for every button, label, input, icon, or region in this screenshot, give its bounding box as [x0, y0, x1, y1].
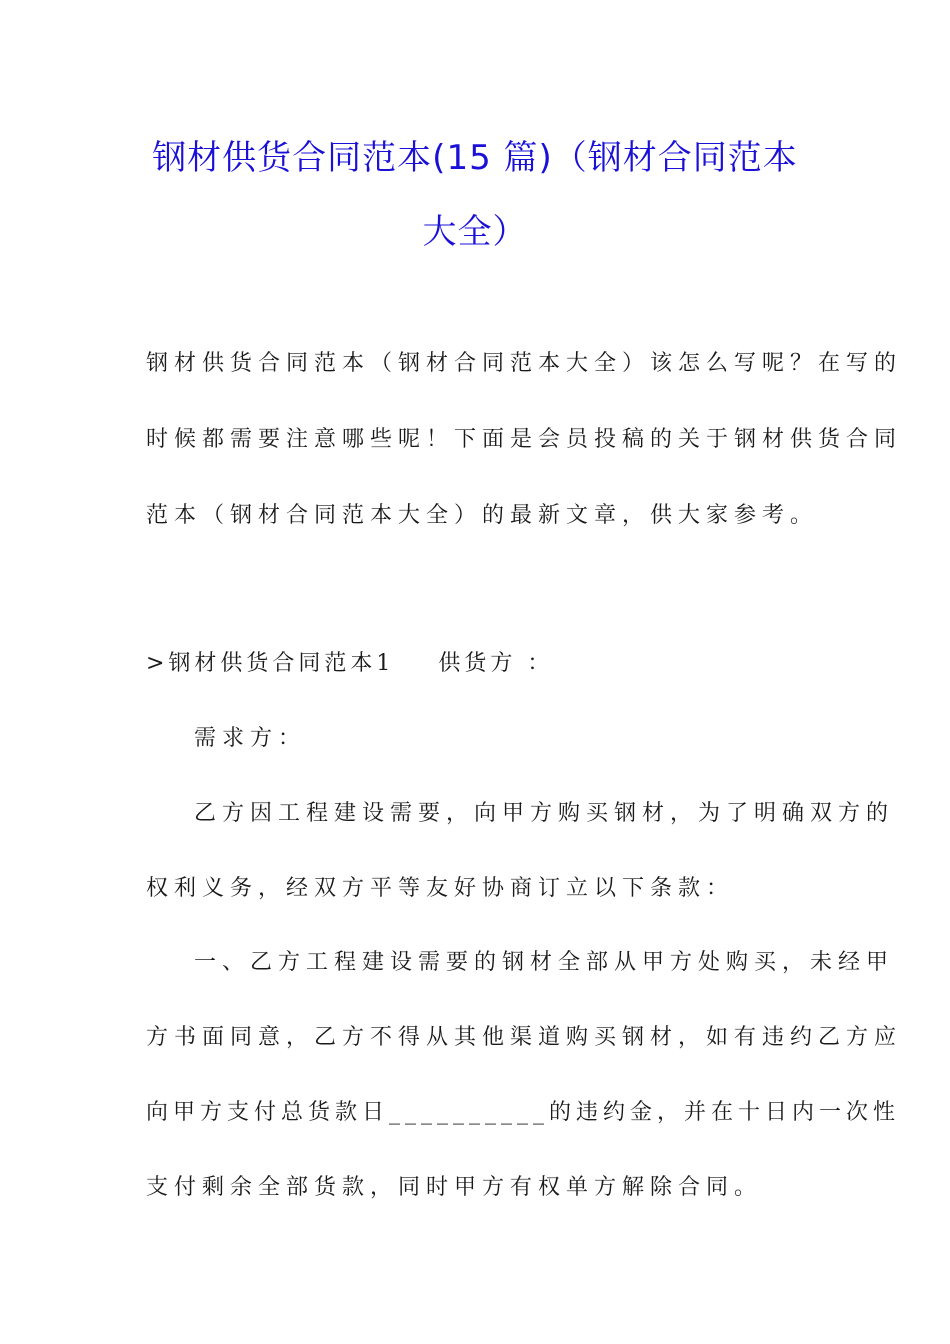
intro-line-3: 范本（钢材合同范本大全）的最新文章，供大家参考。: [146, 503, 819, 528]
clause-1-line-3: 向甲方支付总货款日__________的违约金，并在十日内一次性: [146, 1100, 901, 1125]
demand-party-label: 需求方：: [194, 726, 307, 751]
clause-1-line-2: 方书面同意，乙方不得从其他渠道购买钢材，如有违约乙方应: [146, 1025, 903, 1050]
document-title-line-1: 钢材供货合同范本(15 篇)（钢材合同范本: [152, 138, 798, 178]
intro-line-2: 时候都需要注意哪些呢！下面是会员投稿的关于钢材供货合同: [146, 427, 903, 452]
paragraph-1-line-1: 乙方因工程建设需要，向甲方购买钢材，为了明确双方的: [194, 801, 895, 826]
paragraph-1-line-2: 权利义务，经双方平等友好协商订立以下条款：: [146, 876, 735, 901]
clause-1-line-1: 一、乙方工程建设需要的钢材全部从甲方处购买，未经甲: [194, 950, 895, 975]
document-title-line-2: 大全）: [422, 212, 528, 252]
section-heading: >钢材供货合同范本1 供货方 ：: [146, 651, 554, 676]
intro-line-1: 钢材供货合同范本（钢材合同范本大全）该怎么写呢？在写的: [146, 351, 903, 376]
clause-1-line-4: 支付剩余全部货款，同时甲方有权单方解除合同。: [146, 1175, 763, 1200]
